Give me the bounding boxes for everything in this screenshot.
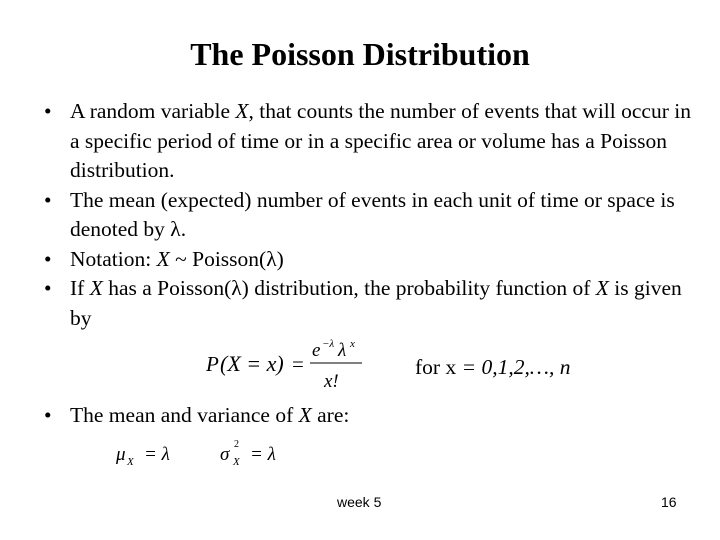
bullet-text-pre: The mean and variance of: [70, 403, 299, 427]
bullet-text: The mean (expected) number of events in each unit of time or space is denoted by λ.: [70, 187, 675, 241]
variance-formula: [218, 436, 288, 470]
bullet-marker: •: [44, 276, 52, 300]
bullet-item-mean: [44, 186, 694, 245]
pmf-p: P: [206, 352, 219, 376]
bullet-marker: •: [44, 99, 52, 123]
footer-week: week 5: [337, 494, 382, 510]
footer-page-number: 16: [661, 494, 677, 510]
domain-post: = 0,1,2,…,: [456, 355, 560, 379]
bullet-text-pre: Notation:: [70, 246, 157, 271]
domain-var: x: [445, 355, 457, 379]
variable-x: X: [235, 99, 249, 123]
mean-rhs: = λ: [144, 444, 170, 465]
bullet-text-post: are:: [311, 403, 350, 427]
domain-n: n: [559, 355, 571, 379]
bullet-item-mean-variance: [44, 401, 720, 431]
variable-x: X: [89, 276, 103, 300]
variable-x: X: [298, 403, 312, 427]
bullet-marker: •: [44, 246, 52, 271]
bullet-text-post: , that counts the number of events that will occur in a specific period of time or in a specific area or volume has a Poisson distribution.: [70, 99, 691, 182]
bullet-marker: •: [44, 187, 52, 212]
variance-superscript: 2: [234, 439, 239, 450]
pmf-lhs: (X = x): [220, 351, 284, 376]
mean-formula: [114, 438, 184, 470]
bullet-text-post: ~ Poisson(λ): [169, 246, 284, 271]
bullet-text-post: is given by: [70, 276, 682, 330]
variance-subscript: X: [233, 456, 240, 468]
bullet-text-pre: A random variable: [70, 99, 236, 123]
bullet-item-probability-function: [44, 274, 694, 333]
pmf-denominator: x!: [324, 371, 339, 392]
bullet-marker: •: [44, 403, 52, 427]
variance-rhs: = λ: [250, 444, 276, 465]
mean-subscript: X: [127, 456, 134, 468]
variance-sigma: σ: [220, 444, 230, 465]
slide-title: The Poisson Distribution: [190, 36, 530, 72]
pmf-numerator-lambda: λ: [338, 340, 347, 361]
pmf-numerator-e: e: [312, 340, 321, 361]
variable-x: X: [595, 276, 609, 300]
pmf-numerator-x-exp: x: [350, 338, 355, 350]
bullet-item-random-variable: [44, 97, 694, 186]
domain-pre: for: [415, 355, 446, 379]
poisson-pmf-formula: [204, 337, 374, 393]
bullet-text-mid: has a Poisson(λ) distribution, the probability function of: [102, 276, 596, 300]
pmf-numerator-exp: −λ: [322, 338, 335, 350]
variable-x: X: [156, 246, 170, 271]
bullet-item-notation: [44, 245, 694, 275]
bullet-text-pre: If: [70, 276, 90, 300]
mean-mu: μ: [116, 444, 126, 465]
formula-domain: [415, 353, 570, 383]
bullet-list: [44, 97, 694, 333]
pmf-equals: =: [292, 352, 304, 376]
